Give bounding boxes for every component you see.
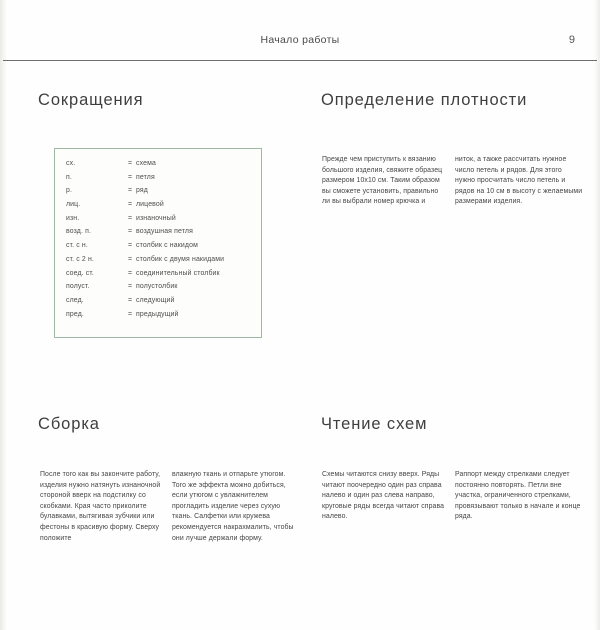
abbreviation-full-text: воздушная петля: [136, 228, 193, 236]
abbreviation-full: [128, 255, 224, 269]
abbreviation-full: [128, 296, 224, 310]
abbreviation-short: след.: [66, 296, 84, 304]
abbreviation-short: ст. с н.: [66, 242, 88, 250]
abbreviation-full: [128, 227, 224, 241]
abbreviation-short: изн.: [66, 214, 80, 222]
table-row: [66, 173, 224, 187]
table-row: [66, 241, 224, 255]
abbreviation-full-text: ряд: [136, 187, 148, 195]
abbreviation-full: [128, 310, 224, 324]
abbreviation-full: [128, 241, 224, 255]
section-heading-abbreviations: Сокращения: [38, 91, 144, 109]
table-row: [66, 310, 224, 324]
abbreviations-box: [54, 148, 262, 338]
equals-sign: =: [128, 283, 133, 291]
density-body-column-2: ниток, а также рассчитать нужное число петель и рядов. Для этого нужно просчитать число петель и рядов на 10 см в высоту с желаемыми размерами изделия.: [455, 156, 583, 206]
equals-sign: =: [128, 160, 133, 167]
abbreviation-full-text: лицевой: [136, 201, 164, 209]
equals-sign: =: [128, 173, 133, 181]
reading-body-column-2: Раппорт между стрелками следует постоянно повторять. Петли вне участка, ограниченного стрелками, провязывают только в начале и конце ряда.: [455, 471, 581, 521]
abbreviation-full: [128, 282, 224, 296]
equals-sign: =: [128, 201, 133, 209]
page-edge-shadow-left: [0, 0, 7, 630]
abbreviation-full: [128, 173, 224, 187]
abbreviation-full: [128, 159, 224, 173]
equals-sign: =: [128, 310, 133, 318]
abbreviation-full-text: петля: [136, 173, 155, 181]
abbreviation-full: [128, 186, 224, 200]
abbreviation-full-text: соединительный столбик: [136, 269, 220, 277]
table-row: [66, 296, 224, 310]
assembly-body-column-2: влажную ткань и отпарьте утюгом. Того же эффекта можно добиться, если утюгом с увлажнителем прогладить изделие через сухую ткань. Салфетки или кружева рекомендуется накрахмалить, чтобы они лучше держали форму.: [172, 471, 294, 542]
density-body-column-1: Прежде чем приступить к вязанию большого изделия, свяжите образец размером 10х10 см. Таким образом вы сможете установить, правильно ли вы выбрали номер крючка и: [322, 156, 443, 206]
table-row: [66, 282, 224, 296]
section-heading-density: Определение плотности: [321, 91, 528, 109]
equals-sign: =: [128, 187, 133, 195]
abbreviation-short: лиц.: [66, 201, 81, 209]
table-row: [66, 214, 224, 228]
section-heading-reading: Чтение схем: [321, 415, 428, 433]
equals-sign: =: [128, 269, 133, 277]
abbreviation-full-text: схема: [136, 160, 156, 167]
table-row: [66, 255, 224, 269]
section-heading-assembly: Сборка: [38, 415, 100, 433]
reading-body-column-1: Схемы читаются снизу вверх. Ряды читают поочередно один раз справа налево и один раз слева направо, круговые ряды всегда читают справа налево.: [322, 471, 445, 521]
equals-sign: =: [128, 242, 133, 250]
abbreviation-full-text: следующий: [136, 296, 175, 304]
equals-sign: =: [128, 214, 133, 222]
abbreviation-full: [128, 214, 224, 228]
abbreviations-table: [66, 159, 224, 323]
equals-sign: =: [128, 228, 133, 236]
abbreviation-full-text: столбик с двумя накидами: [136, 255, 225, 263]
equals-sign: =: [128, 255, 133, 263]
abbreviation-short: полуст.: [66, 283, 90, 291]
abbreviation-short: сх.: [66, 160, 76, 167]
running-header-title: Начало работы: [260, 34, 340, 46]
assembly-body-column-1: После того как вы закончите работу, изделия нужно натянуть изнаночной стороной вверх на подстилку со скобками. Края часто приколите булавками, вытягивая зубчики или фестоны в красивую форму. Сверху положите: [40, 471, 161, 542]
abbreviation-short: ст. с 2 н.: [66, 255, 94, 263]
abbreviation-short: соед. ст.: [66, 269, 94, 277]
abbreviation-full-text: столбик с накидом: [136, 242, 198, 250]
abbreviation-full: [128, 269, 224, 283]
table-row: [66, 159, 224, 173]
abbreviation-full-text: полустолбик: [136, 283, 178, 291]
page-number: 9: [568, 34, 575, 46]
abbreviation-short: возд. п.: [66, 228, 92, 236]
abbreviation-short: пред.: [66, 310, 84, 318]
running-header: [0, 34, 600, 60]
header-divider-rule: [3, 60, 597, 61]
table-row: [66, 200, 224, 214]
abbreviation-short: п.: [66, 173, 72, 181]
abbreviation-full-text: изнаночный: [136, 214, 176, 222]
page-edge-shadow-right: [594, 0, 600, 630]
abbreviations-table-body: [66, 159, 224, 323]
abbreviation-short: р.: [66, 187, 73, 195]
equals-sign: =: [128, 296, 133, 304]
abbreviation-full-text: предыдущий: [136, 310, 179, 318]
table-row: [66, 227, 224, 241]
abbreviation-full: [128, 200, 224, 214]
table-row: [66, 186, 224, 200]
table-row: [66, 269, 224, 283]
